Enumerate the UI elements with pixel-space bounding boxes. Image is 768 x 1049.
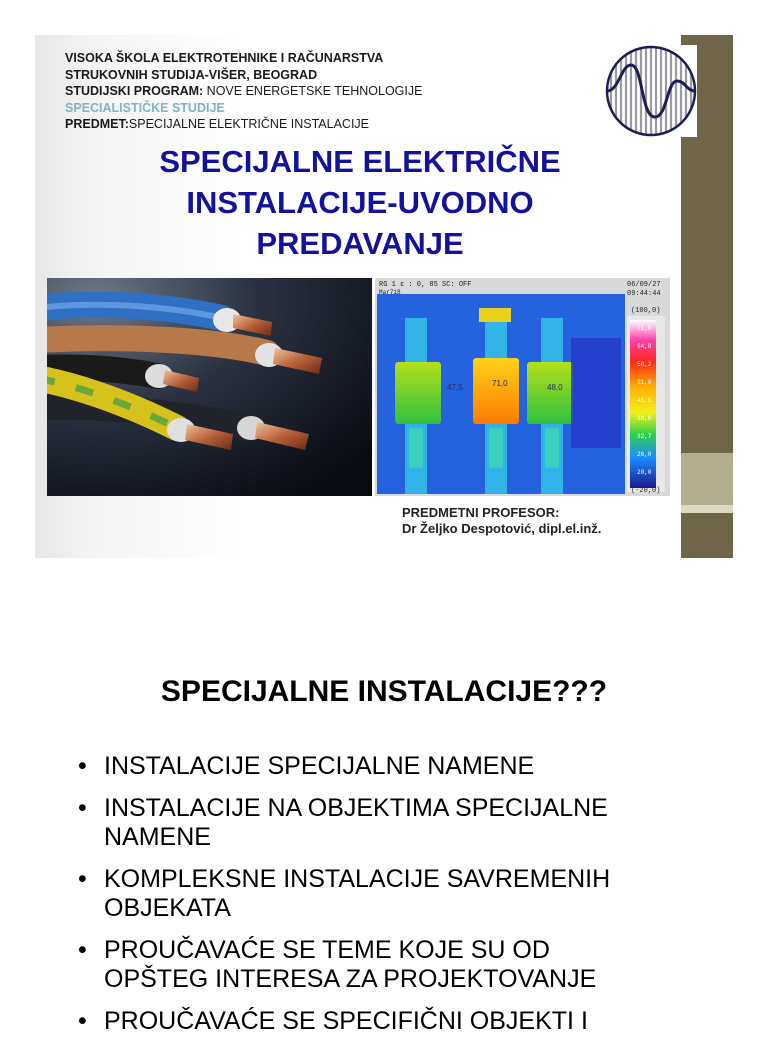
side-decor-block [681, 453, 733, 505]
bullet-icon: • [78, 865, 87, 893]
reading-right: 48,0 [547, 383, 563, 392]
scale-tick: 32,7 [637, 433, 652, 440]
slide2-title: SPECIJALNE INSTALACIJE??? [160, 675, 608, 708]
scale-tick: 71,0 [637, 325, 652, 332]
thermal-settings: RG 1 ε : 0, 85 SC: OFF [379, 281, 472, 289]
study-program: STUDIJSKI PROGRAM: NOVE ENERGETSKE TEHNOLOGIJE [65, 84, 423, 98]
scale-tick: 20,0 [637, 469, 652, 476]
institution-name: VISOKA ŠKOLA ELEKTROTEHNIKE I RAČUNARSTVA [65, 51, 384, 65]
title-slide [35, 35, 733, 558]
bullet-icon: • [78, 794, 87, 822]
bullet-icon: • [78, 1007, 87, 1035]
thermal-date: 06/09/27 [627, 281, 661, 289]
study-level: SPECIALISTIČKE STUDIJE [65, 100, 225, 115]
scale-min: (-20,0) [631, 487, 661, 495]
scale-tick: 26,0 [637, 451, 652, 458]
scale-max: (100,0) [631, 307, 661, 315]
thermal-subtitle: Mar718 [379, 289, 401, 296]
institution-header [65, 50, 422, 133]
bullet-icon: • [78, 752, 87, 780]
professor-info [402, 505, 601, 537]
bullet-icon: • [78, 936, 87, 964]
cables-photo [47, 278, 372, 496]
scale-tick: 64,8 [637, 343, 652, 350]
scale-tick: 38,8 [637, 415, 652, 422]
scale-tick: 58,2 [637, 361, 652, 368]
list-item: • PROUČAVAĆE SE SPECIFIČNI OBJEKTI I [78, 1007, 588, 1035]
thermal-time: 09:44:44 [627, 290, 661, 298]
list-item: • INSTALACIJE SPECIJALNE NAMENE [78, 752, 535, 780]
thermal-image [375, 278, 670, 496]
slide-title: SPECIJALNE ELEKTRIČNE INSTALACIJE-UVODNO PREDAVANJE [159, 144, 561, 261]
school-logo [605, 45, 697, 137]
reading-left: 47,5 [447, 383, 463, 392]
list-item: • INSTALACIJE NA OBJEKTIMA SPECIJALNE NAMENE [78, 794, 608, 851]
professor-name: Dr Željko Despotović, dipl.el.inž. [402, 521, 602, 536]
bullet-list [78, 752, 678, 1049]
professor-label: PREDMETNI PROFESOR: [402, 505, 560, 520]
reading-middle: 71,0 [492, 379, 508, 388]
institution-location: STRUKOVNIH STUDIJA-VIŠER, BEOGRAD [65, 67, 318, 82]
scale-tick: 51,0 [637, 379, 652, 386]
list-item: • PROUČAVAĆE SE TEME KOJE SU OD OPŠTEG INTERESA ZA PROJEKTOVANJE [78, 936, 597, 993]
course-subject: PREDMET:SPECIJALNE ELEKTRIČNE INSTALACIJE [65, 117, 370, 131]
list-item: • KOMPLEKSNE INSTALACIJE SAVREMENIH OBJEKATA [78, 865, 611, 922]
side-decor-line [681, 505, 733, 513]
scale-tick: 45,5 [637, 397, 652, 404]
